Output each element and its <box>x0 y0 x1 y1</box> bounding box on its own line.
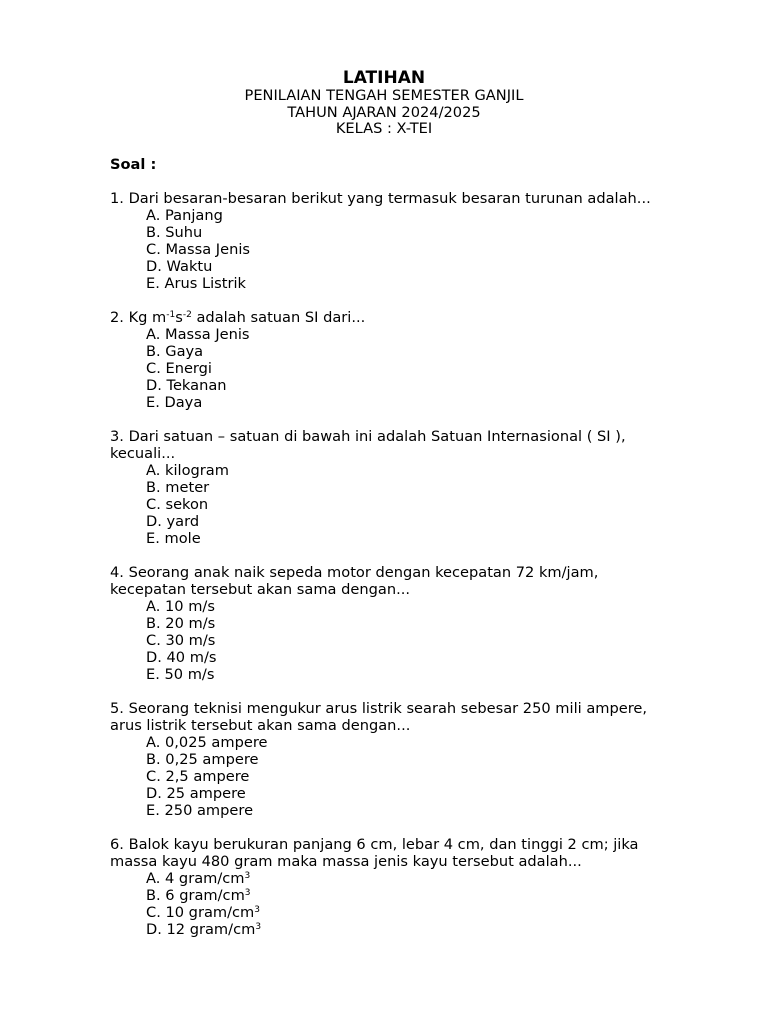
soal-heading: Soal : <box>110 156 157 173</box>
question-text-part: adalah satuan SI dari... <box>191 309 366 326</box>
question-text: 1. Dari besaran-besaran berikut yang termasuk besaran turunan adalah... <box>110 190 651 207</box>
option-e: E. Daya <box>146 394 203 411</box>
exponent: 3 <box>255 922 262 932</box>
question-4 <box>110 564 710 683</box>
question-text <box>110 309 710 326</box>
option-d: D. Waktu <box>146 258 213 275</box>
exponent: 3 <box>244 888 251 898</box>
option-a <box>110 870 710 887</box>
exponent: 3 <box>244 871 251 881</box>
question-6 <box>110 836 710 938</box>
question-5 <box>110 700 710 819</box>
option-c: C. sekon <box>146 496 209 513</box>
option-text: C. 10 gram/cm <box>146 904 255 921</box>
question-text: 3. Dari satuan – satuan di bawah ini adalah Satuan Internasional ( SI ), kecuali... <box>110 428 626 462</box>
question-text: 6. Balok kayu berukuran panjang 6 cm, lebar 4 cm, dan tinggi 2 cm; jika massa kayu 480 gram maka massa jenis kayu tersebut adalah... <box>110 836 639 870</box>
question-text-part: s <box>175 309 183 326</box>
option-c: C. 2,5 ampere <box>146 768 250 785</box>
question-1 <box>110 190 710 292</box>
option-c: C. 30 m/s <box>146 632 216 649</box>
option-e: E. Arus Listrik <box>146 275 246 292</box>
option-d: D. 25 ampere <box>146 785 246 802</box>
option-d: D. 40 m/s <box>146 649 217 666</box>
exam-name: PENILAIAN TENGAH SEMESTER GANJIL <box>244 87 524 104</box>
option-b: B. 0,25 ampere <box>146 751 259 768</box>
question-text-part: 2. Kg m <box>110 309 167 326</box>
option-d: D. Tekanan <box>146 377 227 394</box>
option-c: C. Massa Jenis <box>146 241 250 258</box>
option-e: E. mole <box>146 530 201 547</box>
option-a: A. Massa Jenis <box>146 326 250 343</box>
option-b: B. meter <box>146 479 210 496</box>
option-b <box>110 887 710 904</box>
option-text: B. 6 gram/cm <box>146 887 245 904</box>
class-label: KELAS : X-TEI <box>335 120 433 137</box>
document-header <box>0 68 768 138</box>
option-text: D. 12 gram/cm <box>146 921 256 938</box>
document-title: LATIHAN <box>342 68 426 88</box>
question-text: 5. Seorang teknisi mengukur arus listrik searah sebesar 250 mili ampere, arus listrik tersebut akan sama dengan... <box>110 700 648 734</box>
exponent: -1 <box>166 310 176 320</box>
option-a: A. 0,025 ampere <box>146 734 268 751</box>
option-c: C. Energi <box>146 360 212 377</box>
option-text: A. 4 gram/cm <box>146 870 245 887</box>
exponent: 3 <box>254 905 260 915</box>
option-c <box>110 904 710 921</box>
option-b: B. 20 m/s <box>146 615 216 632</box>
option-b: B. Gaya <box>146 343 204 360</box>
option-a: A. Panjang <box>146 207 223 224</box>
option-d: D. yard <box>146 513 200 530</box>
exponent: -2 <box>182 310 192 320</box>
question-list <box>110 190 710 955</box>
option-a: A. kilogram <box>146 462 229 479</box>
option-b: B. Suhu <box>146 224 203 241</box>
option-d <box>110 921 710 938</box>
question-text: 4. Seorang anak naik sepeda motor dengan kecepatan 72 km/jam, kecepatan tersebut akan sama dengan... <box>110 564 599 598</box>
academic-year: TAHUN AJARAN 2024/2025 <box>287 103 481 121</box>
option-a: A. 10 m/s <box>146 598 215 615</box>
option-e: E. 250 ampere <box>146 802 254 819</box>
question-3 <box>110 428 710 547</box>
question-2 <box>110 309 710 411</box>
option-e: E. 50 m/s <box>146 666 215 683</box>
